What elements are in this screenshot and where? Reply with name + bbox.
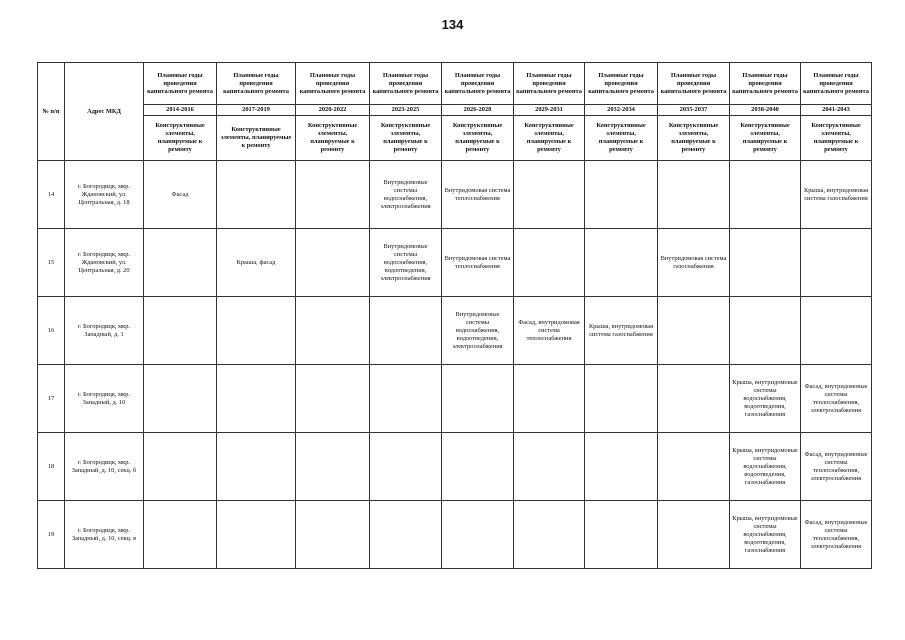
repair-cell (514, 501, 585, 569)
period-years: 2026-2028 (442, 105, 514, 116)
elements-header: Конструктивные элементы, планируемые к ремонту (144, 116, 217, 161)
table-row (38, 229, 872, 297)
period-years: 2041-2043 (801, 105, 872, 116)
row-number: 17 (38, 365, 65, 433)
repair-cell: Фасад, внутридомовые системы теплоснабжения, электроснабжения (801, 501, 872, 569)
repair-cell: Фасад (144, 161, 217, 229)
repair-cell (730, 229, 801, 297)
repair-cell (658, 365, 730, 433)
header-row-periods (38, 63, 872, 105)
period-years: 2020-2022 (296, 105, 370, 116)
table-row (38, 297, 872, 365)
row-number: 18 (38, 433, 65, 501)
repair-cell (585, 433, 658, 501)
repair-cell (296, 161, 370, 229)
repair-cell (296, 229, 370, 297)
row-number: 16 (38, 297, 65, 365)
repair-cell (585, 161, 658, 229)
repair-cell (801, 297, 872, 365)
elements-header: Конструктивные элементы, планируемые к ремонту (296, 116, 370, 161)
repair-cell: Крыша, внутридомовая система газоснабжения (585, 297, 658, 365)
table-row (38, 433, 872, 501)
row-address: г. Богородицк, мкр. Ждановский, ул. Центральная, д. 18 (65, 161, 144, 229)
repair-cell (296, 365, 370, 433)
repair-cell (370, 297, 442, 365)
period-years: 2029-2031 (514, 105, 585, 116)
repair-cell (217, 433, 296, 501)
repair-cell: Фасад, внутридомовая система теплоснабжения (514, 297, 585, 365)
repair-cell: Крыша, внутридомовые системы водоснабжения, водоотведения, газоснабжения (730, 501, 801, 569)
row-address: г. Богородицк, мкр. Западный, д. 10, секц. в (65, 501, 144, 569)
repair-cell (217, 297, 296, 365)
repair-cell (442, 433, 514, 501)
period-years: 2017-2019 (217, 105, 296, 116)
elements-header: Конструктивные элементы, планируемые к ремонту (658, 116, 730, 161)
elements-header: Конструктивные элементы, планируемые к ремонту (442, 116, 514, 161)
repair-cell (370, 365, 442, 433)
repair-cell (370, 433, 442, 501)
repair-cell (144, 365, 217, 433)
repair-cell (144, 433, 217, 501)
repair-cell (144, 229, 217, 297)
header-row-elements (38, 116, 872, 161)
repair-cell: Внутридомовая система газоснабжения (658, 229, 730, 297)
repair-cell: Внутридомовая система теплоснабжения (442, 229, 514, 297)
period-years: 2023-2025 (370, 105, 442, 116)
table-row (38, 501, 872, 569)
address-header: Адрес МКД (65, 63, 144, 161)
elements-header: Конструктивные элементы, планируемые к ремонту (585, 116, 658, 161)
repair-cell (658, 501, 730, 569)
repair-cell (514, 365, 585, 433)
repair-cell (370, 501, 442, 569)
row-number: 14 (38, 161, 65, 229)
repair-cell: Крыша, внутридомовые системы водоснабжения, водоотведения, газоснабжения (730, 433, 801, 501)
period-title: Плановые годы проведения капитального ремонта (217, 63, 296, 105)
repair-cell (217, 161, 296, 229)
repair-cell (217, 501, 296, 569)
page-number: 134 (441, 17, 464, 32)
repair-cell (217, 365, 296, 433)
repair-cell (442, 365, 514, 433)
row-number: 15 (38, 229, 65, 297)
repair-cell (296, 501, 370, 569)
repair-cell (585, 501, 658, 569)
repair-cell (144, 297, 217, 365)
period-title: Плановые годы проведения капитального ремонта (442, 63, 514, 105)
repair-cell: Внутридомовые системы водоснабжения, водоотведения, электроснабжения (370, 229, 442, 297)
repair-cell (585, 365, 658, 433)
num-header: № п/п (38, 63, 65, 161)
table-row (38, 161, 872, 229)
row-address: г. Богородицк, мкр. Западный, д. 10, секц. б (65, 433, 144, 501)
capital-repair-table (37, 62, 872, 569)
elements-header: Конструктивные элементы, планируемые к ремонту (514, 116, 585, 161)
row-address: г. Богородицк, мкр. Западный, д. 1 (65, 297, 144, 365)
elements-header: Конструктивные элементы, планируемые к ремонту (730, 116, 801, 161)
period-years: 2014-2016 (144, 105, 217, 116)
period-title: Плановые годы проведения капитального ремонта (370, 63, 442, 105)
elements-header: Конструктивные элементы, планируемые к ремонту (370, 116, 442, 161)
repair-cell (442, 501, 514, 569)
repair-cell (730, 161, 801, 229)
repair-cell (296, 297, 370, 365)
period-title: Плановые годы проведения капитального ремонта (585, 63, 658, 105)
repair-cell (514, 433, 585, 501)
period-title: Плановые годы проведения капитального ремонта (144, 63, 217, 105)
repair-cell (296, 433, 370, 501)
repair-cell (801, 229, 872, 297)
period-title: Плановые годы проведения капитального ремонта (730, 63, 801, 105)
period-title: Плановые годы проведения капитального ремонта (514, 63, 585, 105)
repair-cell (658, 433, 730, 501)
repair-cell: Фасад, внутридомовые системы теплоснабжения, электроснабжения (801, 433, 872, 501)
row-number: 19 (38, 501, 65, 569)
repair-cell: Внутридомовые системы водоснабжения, электроснабжения (370, 161, 442, 229)
period-title: Плановые годы проведения капитального ремонта (296, 63, 370, 105)
repair-cell (658, 297, 730, 365)
repair-cell (144, 501, 217, 569)
repair-cell: Крыша, внутридомовая система газоснабжения (801, 161, 872, 229)
repair-cell (730, 297, 801, 365)
row-address: г. Богородицк, мкр. Западный, д. 10 (65, 365, 144, 433)
period-years: 2035-2037 (658, 105, 730, 116)
repair-cell: Крыша, фасад (217, 229, 296, 297)
repair-cell (658, 161, 730, 229)
repair-cell: Внутридомовые системы водоснабжения, водоотведения, электроснабжения (442, 297, 514, 365)
repair-cell (514, 161, 585, 229)
repair-cell: Крыша, внутридомовые системы водоснабжения, водоотведения, газоснабжения (730, 365, 801, 433)
period-years: 2038-2040 (730, 105, 801, 116)
period-title: Плановые годы проведения капитального ремонта (658, 63, 730, 105)
elements-header: Конструктивные элементы, планируемые к ремонту (217, 116, 296, 161)
repair-cell (514, 229, 585, 297)
row-address: г. Богородицк, мкр. Ждановский, ул. Центральная, д. 20 (65, 229, 144, 297)
repair-cell: Внутридомовая система теплоснабжения (442, 161, 514, 229)
table-row (38, 365, 872, 433)
period-title: Плановые годы проведения капитального ремонта (801, 63, 872, 105)
repair-cell (585, 229, 658, 297)
elements-header: Конструктивные элементы, планируемые к ремонту (801, 116, 872, 161)
period-years: 2032-2034 (585, 105, 658, 116)
repair-cell: Фасад, внутридомовые системы теплоснабжения, электроснабжения (801, 365, 872, 433)
header-row-years (38, 105, 872, 116)
